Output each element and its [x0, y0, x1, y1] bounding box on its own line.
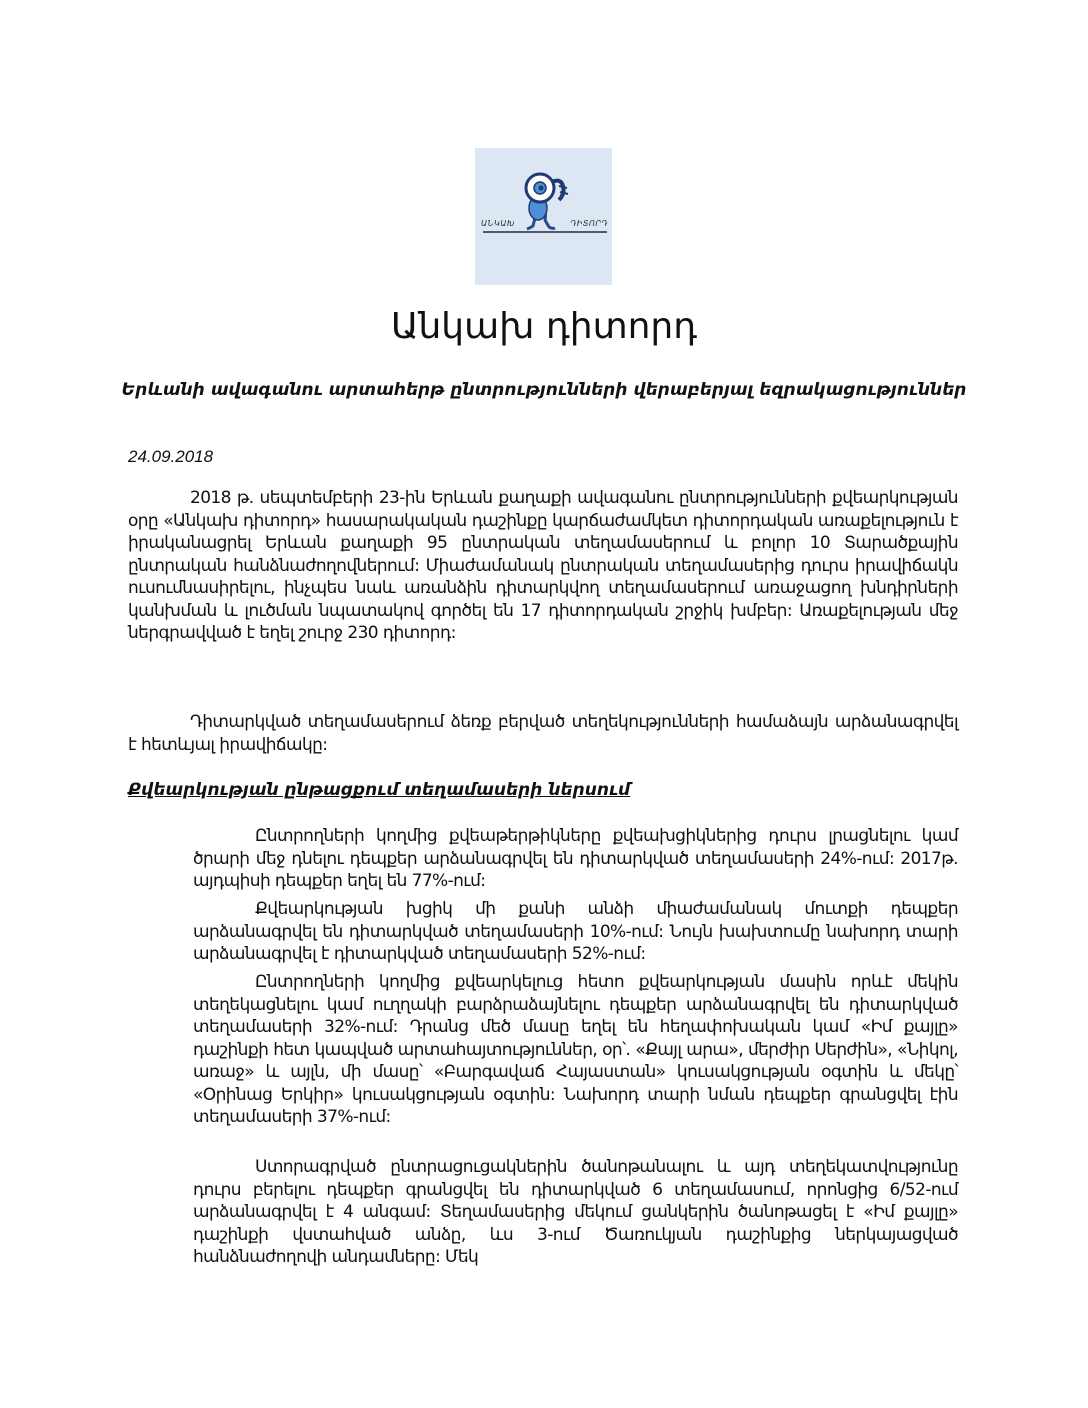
page-title: Անկախ դիտորդ: [390, 306, 698, 347]
document-date: 24.09.2018: [128, 447, 214, 466]
page-subtitle: Երևանի ավագանու արտահերթ ընտրությունների վերաբերյալ եզրակացություններ: [121, 380, 967, 400]
list-item: Ընտրողների կողմից քվեաթերթիկները քվեախցիկներից դուրս լրացնելու կամ ծրարի մեջ դնելու դեպքեր արձանագրվել են դիտարկված տեղամասերի 24%-ում: 2017թ. այդպիսի դեպքեր եղել են 77%-ում:: [193, 826, 958, 891]
section-heading: Քվեարկության ընթացքում տեղամասերի ներսում: [128, 780, 631, 800]
list-item: Ստորագրված ընտրացուցակներին ծանոթանալու և այդ տեղեկատվությունը դուրս բերելու դեպքեր գրանցվել են դիտարկված 6 տեղամասում, որոնցից 6/52-ում արձանագրվել է 4 անգամ: Տեղամասերից մեկում ցանկերին ծանոթացել է «Իմ քայլը» դաշինքի վստահված անձը, ևս 3-ում Ծառուկյան դաշինքից ներկայացված հանձնաժողովի անդամները: Մեկ: [193, 1157, 958, 1267]
logo-text-left: ԱՆԿԱԽ: [481, 219, 515, 228]
logo: [475, 148, 612, 285]
paragraph-intro: 2018 թ. սեպտեմբերի 23-ին Երևան քաղաքի ավագանու ընտրությունների քվեարկության օրը «Անկախ դիտորդ» հասարակական դաշինքը կարճաժամկետ դիտորդական առաքելություն է իրականացրել Երևան քաղաքի 95 ընտրական տեղամասերում և բոլոր 10 Տարածքային ընտրական հանձնաժողովներում: Միաժամանակ ընտրական տեղամասերից դուրս իրավիճակն ուսումնասիրելու, ինչպես նաև առանձին դիտարկվող տեղամասերում առաջացող խնդիրների կանխման և լուծման նպատակով գործել են 17 դիտորդական շրջիկ խմբեր: Առաքելության մեջ ներգրավված է եղել շուրջ 230 դիտորդ:: [128, 488, 958, 643]
magnifier-figure-icon: [475, 148, 612, 285]
list-item: Քվեարկության խցիկ մի քանի անձի միաժամանակ մուտքի դեպքեր արձանագրվել են դիտարկված տեղամասերի 10%-ում: Նույն խախտումը նախորդ տարի արձանագրվել է դիտարկված տեղամասերի 52%-ում:: [193, 899, 958, 964]
list-item: Ընտրողների կողմից քվեարկելուց հետո քվեարկության մասին որևէ մեկին տեղեկացնելու կամ ուղղակի բարձրաձայնելու դեպքեր արձանագրվել են դիտարկված տեղամասերի 32%-ում: Դրանց մեծ մասը եղել են հեղափոխական կամ «Իմ քայլը» դաշինքի հետ կապված արտահայտություններ, օր՝. «Քայլ արա», մերժիր Սերժին», «Նիկոլ, առաջ» և այլն, մի մասը՝ «Բարգավաճ Հայաստան» կուսակցության օգտին և մեկը՝ «Օրինաց Երկիր» կուսակցության օգտին: Նախորդ տարի նման դեպքեր գրանցվել էին տեղամասերի 37%-ում:: [193, 972, 958, 1127]
logo-text-right: ԴԻՏՈՐԴ: [570, 219, 608, 228]
paragraph-summary: Դիտարկված տեղամասերում ձեռք բերված տեղեկությունների համաձայն արձանագրվել է հետևյալ իրավիճակը:: [128, 712, 958, 755]
